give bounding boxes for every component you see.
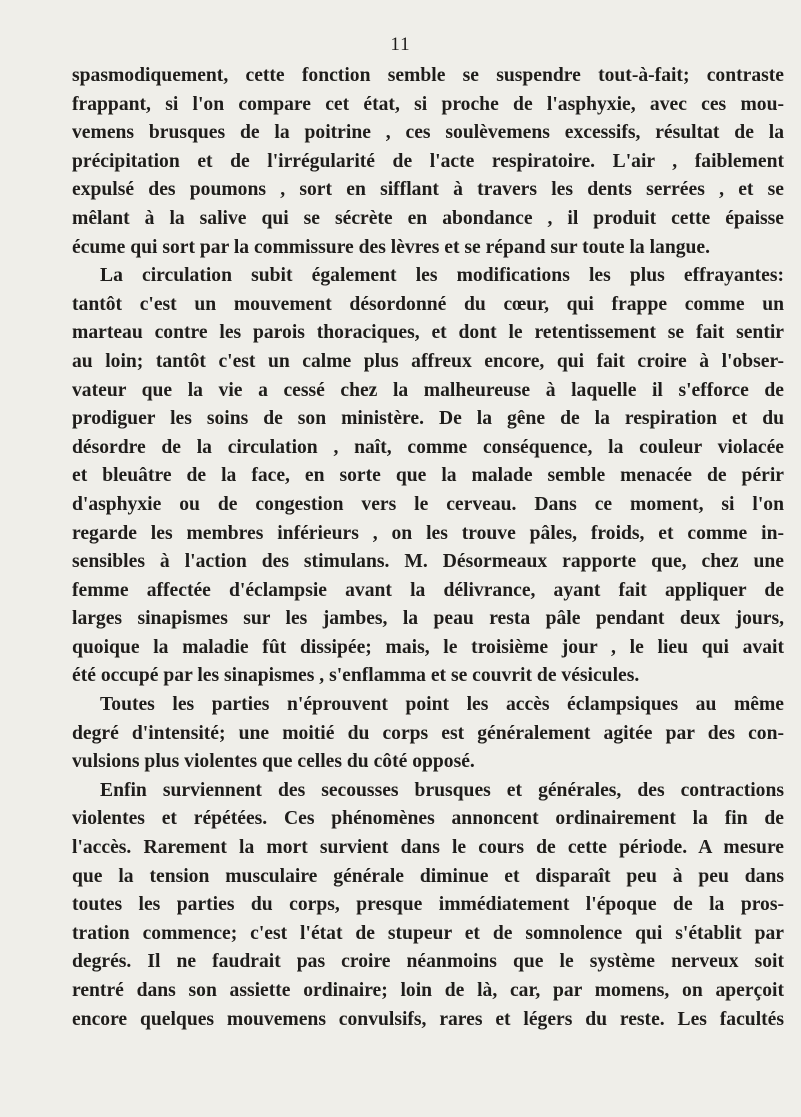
body-text [72,62,784,1034]
text-line: quoique la maladie fût dissipée; mais, le troisième jour , le lieu qui avait [72,636,784,658]
paragraph-start: Toutes les parties n'éprouvent point les accès éclampsiques au même [100,694,784,716]
text-line: prodiguer les soins de son ministère. De la gêne de la respiration et du [72,408,784,430]
paragraph-start: La circulation subit également les modifications les plus effrayantes: [100,265,784,287]
text-line: désordre de la circulation , naît, comme conséquence, la couleur violacée [72,436,784,458]
text-line: tration commence; c'est l'état de stupeur et de somnolence qui s'établit par [72,922,784,944]
text-line: et bleuâtre de la face, en sorte que la malade semble menacée de périr [72,465,784,487]
text-line: degrés. Il ne faudrait pas croire néanmoins que le système nerveux soit [72,951,784,973]
text-line: toutes les parties du corps, presque immédiatement l'époque de la pros- [72,894,784,916]
text-line: marteau contre les parois thoraciques, et dont le retentissement se fait sentir [72,322,784,344]
text-line: d'asphyxie ou de congestion vers le cerveau. Dans ce moment, si l'on [72,493,784,515]
text-line: écume qui sort par la commissure des lèvres et se répand sur toute la langue. [72,236,711,258]
text-line: précipitation et de l'irrégularité de l'acte respiratoire. L'air , faiblement [72,150,784,172]
text-line: été occupé par les sinapismes , s'enflamma et se couvrit de vésicules. [72,665,640,687]
text-line: au loin; tantôt c'est un calme plus affreux encore, qui fait croire à l'obser- [72,350,784,372]
text-line: vemens brusques de la poitrine , ces soulèvemens excessifs, résultat de la [72,122,784,144]
text-line: larges sinapismes sur les jambes, la peau resta pâle pendant deux jours, [72,608,784,630]
text-line: vulsions plus violentes que celles du côté opposé. [72,751,475,773]
text-line: femme affectée d'éclampsie avant la délivrance, ayant fait appliquer de [72,579,784,601]
text-line: rentré dans son assiette ordinaire; loin de là, car, par momens, on aperçoit [72,980,784,1001]
page-number: 11 [390,34,411,55]
text-line: l'accès. Rarement la mort survient dans le cours de cette période. A mesure [72,837,784,859]
text-line: encore quelques mouvemens convulsifs, rares et légers du reste. Les facultés [72,1008,784,1030]
text-line: spasmodiquement, cette fonction semble se suspendre tout-à-fait; contraste [72,65,784,86]
text-line: que la tension musculaire générale diminue et disparaît peu à peu dans [72,865,784,887]
text-line: regarde les membres inférieurs , on les trouve pâles, froids, et comme in- [72,522,784,544]
text-line: expulsé des poumons , sort en sifflant à travers les dents serrées , et se [72,179,784,201]
text-line: violentes et répétées. Ces phénomènes annoncent ordinairement la fin de [72,808,784,830]
text-line: vateur que la vie a cessé chez la malheureuse à laquelle il s'efforce de [72,379,784,401]
text-line: tantôt c'est un mouvement désordonné du cœur, qui frappe comme un [72,293,784,315]
text-line: degré d'intensité; une moitié du corps est généralement agitée par des con- [72,722,784,744]
paragraph-start: Enfin surviennent des secousses brusques et générales, des contractions [100,779,784,801]
text-line: frappant, si l'on compare cet état, si proche de l'asphyxie, avec ces mou- [72,93,784,115]
text-line: mêlant à la salive qui se sécrète en abondance , il produit cette épaisse [72,207,784,229]
text-line: sensibles à l'action des stimulans. M. Désormeaux rapporte que, chez une [72,551,784,573]
